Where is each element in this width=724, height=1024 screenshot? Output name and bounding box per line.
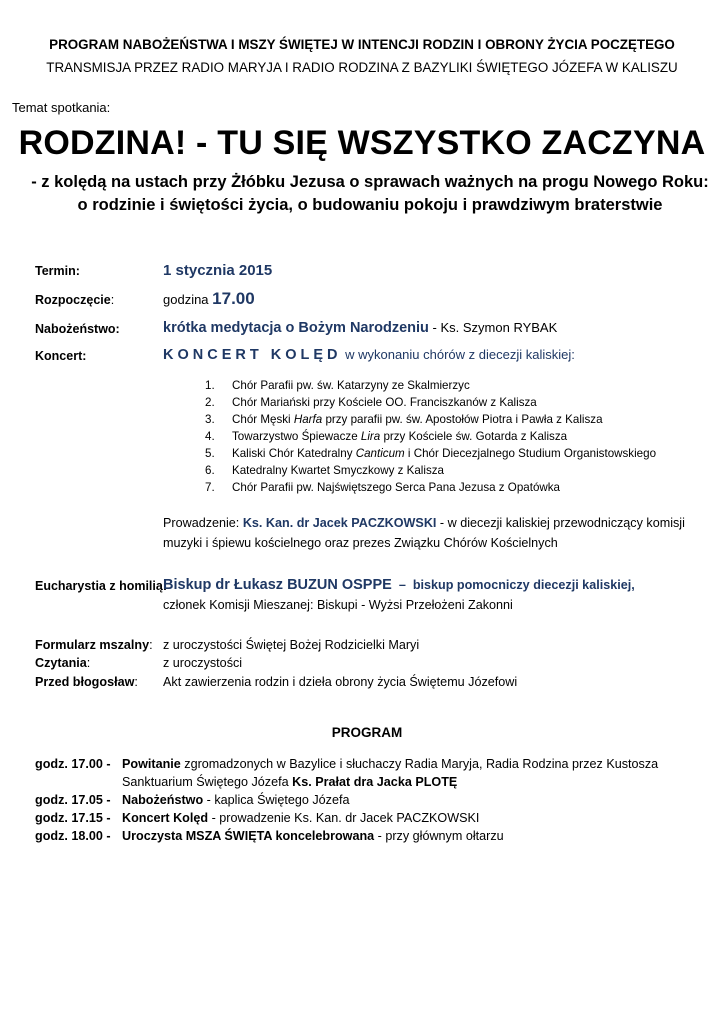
bishop-name: Biskup dr Łukasz BUZUN OSPPE <box>163 577 392 593</box>
concert-title: KONCERT KOLĘD <box>163 347 342 363</box>
choir-number: 6. <box>205 464 215 477</box>
program-item-text: - kaplica Świętego Józefa <box>203 793 350 807</box>
lead-prefix: Prowadzenie: <box>163 516 243 530</box>
start-label-colon: : <box>110 293 115 307</box>
choir-list-item <box>205 479 656 496</box>
eucharist-label: Eucharystia z homilią: <box>35 579 167 593</box>
choir-name-rest: przy parafii pw. św. Apostołów Piotra i Pawła z Kalisza <box>322 413 603 426</box>
liturgy-label: Przed błogosław <box>35 675 135 689</box>
termin-value: 1 stycznia 2015 <box>163 262 273 279</box>
choir-list-item <box>205 377 656 394</box>
liturgy-value: Akt zawierzenia rodzin i dzieła obrony życia Świętemu Józefowi <box>163 675 518 689</box>
program-item <box>35 811 479 825</box>
choir-list-item <box>205 411 656 428</box>
service-by: - Ks. Szymon RYBAK <box>428 320 558 335</box>
choir-name-italic: Canticum <box>355 447 405 460</box>
liturgy-value: z uroczystości <box>163 656 243 670</box>
program-item-title: Uroczysta MSZA ŚWIĘTA koncelebrowana <box>122 829 375 843</box>
program-item-text: Sanktuarium Świętego Józefa <box>122 775 293 789</box>
program-time: godz. 17.15 - <box>35 811 111 825</box>
liturgy-label: Formularz mszalny <box>35 638 150 652</box>
bishop-role: – biskup pomocniczy diecezji kaliskiej, <box>391 578 635 592</box>
start-hour: 17.00 <box>212 289 255 308</box>
concert-rest: w wykonaniu chórów z diecezji kaliskiej: <box>341 347 575 362</box>
choir-name: Chór Mariański przy Kościele OO. Franciszkanów z Kalisza <box>232 396 537 409</box>
program-item-title: Powitanie <box>122 757 181 771</box>
liturgy-row <box>35 638 419 652</box>
eucharist-value <box>163 577 635 593</box>
eucharist-line-2: członek Komisji Mieszanej: Biskupi - Wyżsi Przełożeni Zakonni <box>163 598 513 612</box>
program-item-continued <box>122 775 457 789</box>
program-item-text: - przy głównym ołtarzu <box>374 829 504 843</box>
choir-number: 3. <box>205 413 215 426</box>
service-value <box>163 320 557 336</box>
liturgy-row <box>35 675 517 689</box>
program-time: godz. 18.00 - <box>35 829 111 843</box>
start-value <box>163 289 255 309</box>
program-item <box>35 829 504 843</box>
liturgy-colon: : <box>149 638 153 652</box>
concert-value <box>163 347 575 363</box>
topic-label: Temat spotkania: <box>12 100 111 115</box>
service-title: krótka medytacja o Bożym Narodzeniu <box>163 320 429 336</box>
choir-name: Chór Parafii pw. Najświętszego Serca Pana Jezusa z Opatówka <box>232 481 561 494</box>
choir-list-item <box>205 428 656 445</box>
choir-name: Katedralny Kwartet Smyczkowy z Kalisza <box>232 464 444 477</box>
program-item-person: Ks. Prałat dra Jacka PLOTĘ <box>292 775 458 789</box>
program-time: godz. 17.00 - <box>35 757 111 771</box>
choir-name: Towarzystwo Śpiewacze <box>232 430 361 443</box>
service-label: Nabożeństwo: <box>35 322 120 336</box>
start-prefix: godzina <box>163 292 213 307</box>
liturgy-row <box>35 656 242 670</box>
concert-label: Koncert: <box>35 349 87 363</box>
choir-name: Chór Parafii pw. św. Katarzyny ze Skalmierzyc <box>232 379 470 392</box>
start-label <box>35 293 114 307</box>
liturgy-label: Czytania <box>35 656 87 670</box>
program-title: PROGRAM <box>331 725 403 740</box>
main-title: RODZINA! - TU SIĘ WSZYSTKO ZACZYNA <box>18 124 706 162</box>
program-item <box>35 793 349 807</box>
lead-suffix: - w diecezji kaliskiej przewodniczący komisji muzyki i śpiewu kościelnego oraz prezes Związku Chórów Kościelnych <box>163 516 685 550</box>
choir-name: Kaliski Chór Katedralny <box>232 447 356 460</box>
choir-list-item <box>205 394 656 411</box>
choir-list-item <box>205 445 656 462</box>
choir-name-italic: Lira <box>360 430 381 443</box>
start-label-text: Rozpoczęcie <box>35 293 111 307</box>
choir-number: 4. <box>205 430 215 443</box>
choir-list <box>205 377 656 496</box>
lead-name: Ks. Kan. dr Jacek PACZKOWSKI <box>242 516 437 530</box>
choir-name: Chór Męski <box>232 413 294 426</box>
termin-label: Termin: <box>35 264 80 278</box>
header-line-2: TRANSMISJA PRZEZ RADIO MARYJA I RADIO RODZINA Z BAZYLIKI ŚWIĘTEGO JÓZEFA W KALISZU <box>46 60 678 75</box>
choir-number: 5. <box>205 447 215 460</box>
choir-list-item <box>205 462 656 479</box>
choir-name-italic: Harfa <box>293 413 323 426</box>
subtitle-line-2: o rodzinie i świętości życia, o budowaniu pokoju i prawdziwym braterstwie <box>77 196 663 214</box>
choir-name-rest: i Chór Diecezjalnego Studium Organistowskiego <box>404 447 657 460</box>
liturgy-colon: : <box>86 656 91 670</box>
choir-number: 1. <box>205 379 215 392</box>
choir-number: 7. <box>205 481 215 494</box>
program-item-text: - prowadzenie Ks. Kan. dr Jacek PACZKOWSKI <box>208 811 480 825</box>
lead-paragraph <box>163 513 708 553</box>
liturgy-value: z uroczystości Świętej Bożej Rodzicielki Maryi <box>163 638 420 652</box>
program-item-title: Nabożeństwo <box>122 793 204 807</box>
program-time: godz. 17.05 - <box>35 793 111 807</box>
program-item <box>35 757 658 771</box>
liturgy-colon: : <box>134 675 138 689</box>
program-item-text: zgromadzonych w Bazylice i słuchaczy Radia Maryja, Radia Rodzina przez Kustosza <box>180 757 659 771</box>
subtitle-line-1: - z kolędą na ustach przy Żłóbku Jezusa o sprawach ważnych na progu Nowego Roku: <box>31 173 709 191</box>
program-item-title: Koncert Kolęd <box>122 811 209 825</box>
choir-number: 2. <box>205 396 215 409</box>
choir-name-rest: przy Kościele św. Gotarda z Kalisza <box>380 430 568 443</box>
header-line-1: PROGRAM NABOŻEŃSTWA I MSZY ŚWIĘTEJ W INTENCJI RODZIN I OBRONY ŻYCIA POCZĘTEGO <box>49 37 675 52</box>
